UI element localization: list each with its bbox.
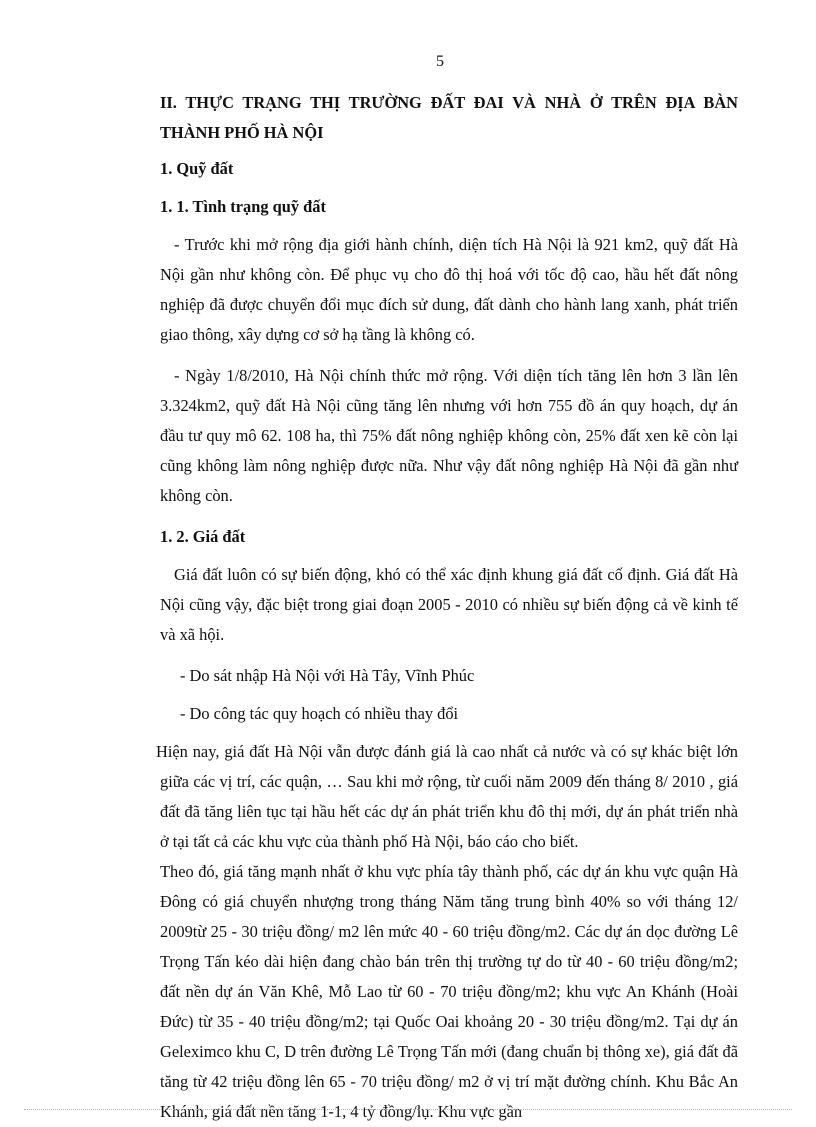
paragraph-before-expansion: - Trước khi mở rộng địa giới hành chính, diện tích Hà Nội là 921 km2, quỹ đất Hà Nội gần như không còn. Để phục vụ cho đô thị hoá với tốc độ cao, hầu hết đất nông nghiệp đã được chuyển đổi mục đích sử dung, đất dành cho hành lang xanh, phát triển giao thông, xây dựng cơ sở hạ tầng là không có. (160, 235, 738, 344)
paragraph-price-volatility: Giá đất luôn có sự biến động, khó có thể xác định khung giá đất cố định. Giá đất Hà Nội cũng vậy, đặc biệt trong giai đoạn 2005 - 2010 có nhiều sự biến động cả về kinh tế và xã hội. (160, 565, 738, 644)
subsection-heading-land-fund: 1. Quỹ đất (160, 159, 234, 178)
bullet-merger: - Do sát nhập Hà Nội với Hà Tây, Vĩnh Phúc (180, 666, 475, 685)
page-content (156, 88, 738, 1127)
bullet-planning: - Do công tác quy hoạch có nhiều thay đổi (180, 704, 459, 723)
subsection-heading-land-fund-status: 1. 1. Tình trạng quỹ đất (160, 197, 326, 216)
subsection-heading-land-price: 1. 2. Giá đất (160, 527, 246, 546)
page-bottom-divider (24, 1109, 792, 1110)
page-number: 5 (436, 53, 444, 70)
paragraph-price-details: Theo đó, giá tăng mạnh nhất ở khu vực phía tây thành phố, các dự án khu vực quận Hà Đông có giá chuyển nhượng trong tháng Năm tăng trung bình 40% so với tháng 12/ 2009từ 25 - 30 triệu đồng/ m2 lên mức 40 - 60 triệu đồng/m2. Các dự án dọc đường Lê Trọng Tấn kéo dài hiện đang chào bán trên thị trường tự do từ 40 - 60 triệu đồng/m2; đất nền dự án Văn Khê, Mỗ Lao từ 60 - 70 triệu đồng/m2; khu vực An Khánh (Hoài Đức) từ 35 - 40 triệu đồng/m2; tại Quốc Oai khoảng 20 - 30 triệu đồng/m2. Tại dự án Geleximco khu C, D trên đường Lê Trọng Tấn mới (đang chuẩn bị thông xe), giá đất đã tăng từ 42 triệu đồng lên 65 - 70 triệu đồng/ m2 ở vị trí mặt đường chính. Khu Bắc An Khánh, giá đất nền tăng 1-1, 4 tỷ đồng/lụ. Khu vực gần (160, 862, 738, 1121)
paragraph-current-prices: Hiện nay, giá đất Hà Nội vẫn được đánh giá là cao nhất cả nước và có sự khác biệt lớn giữa các vị trí, các quận, … Sau khi mở rộng, từ cuối năm 2009 đến tháng 8/ 2010 , giá đất đã tăng liên tục tại hầu hết các dự án phát triển khu đô thị mới, dự án phát triển nhà ở tại tất cả các khu vực của thành phố Hà Nội, báo cáo cho biết. (156, 742, 738, 851)
paragraph-after-expansion: - Ngày 1/8/2010, Hà Nội chính thức mở rộng. Với diện tích tăng lên hơn 3 lần lên 3.324km2, quỹ đất Hà Nội cũng tăng lên nhưng với hơn 755 đồ án quy hoạch, dự án đầu tư quy mô 62. 108 ha, thì 75% đất nông nghiệp không còn, 25% đất xen kẽ còn lại cũng không làm nông nghiệp được nữa. Như vậy đất nông nghiệp Hà Nội đã gần như không còn. (160, 366, 738, 505)
section-heading: II. THỰC TRẠNG THỊ TRƯỜNG ĐẤT ĐAI VÀ NHÀ Ở TRÊN ĐỊA BÀN THÀNH PHỐ HÀ NỘI (160, 93, 738, 142)
